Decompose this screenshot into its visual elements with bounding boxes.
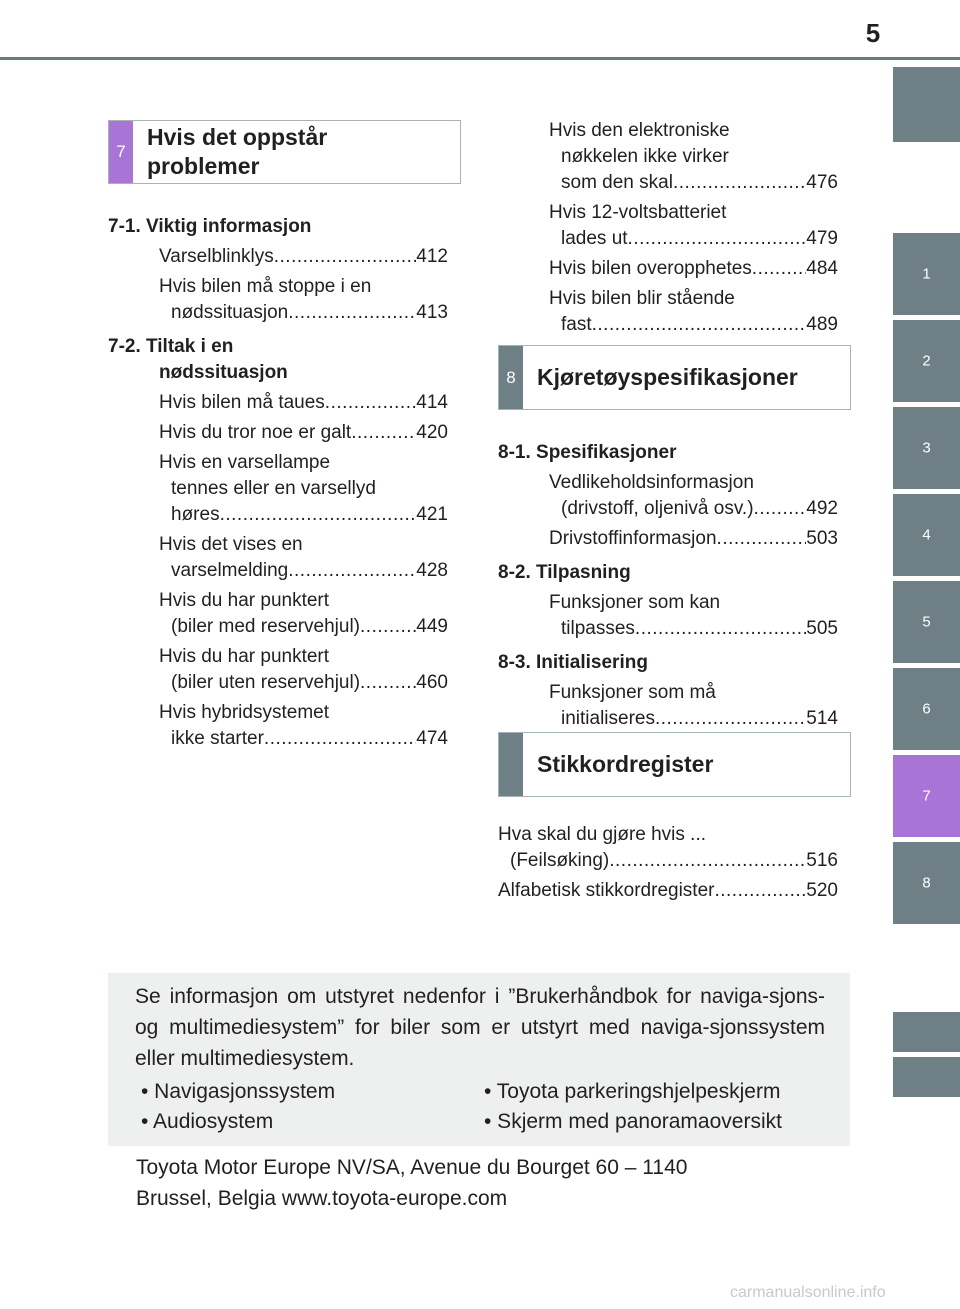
toc-chapter-heading — [108, 214, 448, 240]
toc-entry[interactable] — [498, 118, 838, 196]
toc-entry[interactable] — [498, 470, 838, 522]
note-list-left — [141, 1077, 335, 1137]
note-list-right — [484, 1077, 782, 1137]
toc-entry-text: Hvis den elektroniske — [549, 120, 730, 141]
toc-page-number[interactable]: 503 — [806, 528, 838, 549]
note-item-parking-camera: • Toyota parkeringshjelpeskjerm — [484, 1080, 781, 1103]
toc-entry-label: varselmelding — [171, 560, 289, 581]
toc-page-number[interactable]: 449 — [416, 616, 448, 637]
toc-entry-label: (Feilsøking) — [510, 850, 610, 871]
toc-chapter-heading — [108, 334, 448, 386]
side-tab-3[interactable] — [893, 407, 960, 489]
toc-section-7 — [108, 206, 448, 752]
note-item-panoramic-view: • Skjerm med panoramaoversikt — [484, 1110, 782, 1133]
toc-page-number[interactable]: 479 — [806, 228, 838, 249]
toc-leader-dots — [635, 616, 806, 642]
toc-leader-dots — [220, 502, 417, 528]
toc-entry-label: initialiseres — [561, 708, 655, 729]
toc-entry[interactable] — [498, 680, 838, 732]
side-tab-6[interactable] — [893, 668, 960, 750]
note-box — [108, 973, 850, 1146]
toc-leader-dots — [754, 496, 807, 522]
toc-entry-label: nødssituasjon — [171, 302, 289, 323]
toc-leader-dots — [609, 848, 806, 874]
toc-entry-label: fast — [561, 314, 592, 335]
toc-entry[interactable] — [108, 420, 448, 446]
toc-entry[interactable] — [498, 200, 838, 252]
section-8-header — [498, 345, 851, 410]
side-tab-blank-bottom-2[interactable] — [893, 1057, 960, 1097]
toc-entry[interactable] — [498, 590, 838, 642]
toc-entry-label: lades ut — [561, 228, 628, 249]
toc-entry-text: Hvis 12-voltsbatteriet — [549, 202, 727, 223]
toc-entry-label: Hvis du tror noe er galt — [159, 422, 352, 443]
toc-leader-dots — [288, 558, 416, 584]
note-item-audio: • Audiosystem — [141, 1110, 274, 1133]
toc-page-number[interactable]: 516 — [806, 850, 838, 871]
toc-entry-text: 8-3. Initialisering — [498, 652, 648, 673]
toc-page-number[interactable]: 421 — [416, 504, 448, 525]
toc-entry-label: (biler uten reservehjul) — [171, 672, 361, 693]
toc-entry[interactable] — [498, 878, 838, 904]
note-text: Se informasjon om utstyret nedenfor i ”Brukerhåndbok for naviga-sjons- og multimediesystem” for biler som er utstyrt med naviga-sjonssystem eller multimediesystem. — [135, 985, 825, 1070]
toc-entry[interactable] — [108, 532, 448, 584]
side-tab-1[interactable] — [893, 233, 960, 315]
toc-entry-text: Vedlikeholdsinformasjon — [549, 472, 754, 493]
toc-page-number[interactable]: 420 — [416, 422, 448, 443]
toc-page-number[interactable]: 505 — [806, 618, 838, 639]
toc-entry-text: Funksjoner som kan — [549, 592, 721, 613]
side-tab-label: 3 — [922, 439, 931, 457]
toc-entry-text: Hva skal du gjøre hvis ... — [498, 824, 707, 845]
side-tab-8[interactable] — [893, 842, 960, 924]
toc-entry-label: høres — [171, 504, 220, 525]
toc-entry[interactable] — [108, 274, 448, 326]
toc-entry-label: Drivstoffinformasjon — [549, 528, 717, 549]
side-tab-2[interactable] — [893, 320, 960, 402]
toc-entry-label: Hvis bilen må taues — [159, 392, 325, 413]
footer-line-1: Toyota Motor Europe NV/SA, Avenue du Bourget 60 – 1140 — [136, 1156, 688, 1179]
toc-leader-dots — [673, 170, 806, 196]
toc-chapter-heading — [498, 440, 838, 466]
side-tab-label: 5 — [922, 613, 931, 631]
toc-leader-dots — [264, 726, 416, 752]
toc-entry-text: nøkkelen ikke virker — [561, 146, 729, 167]
toc-entry[interactable] — [498, 256, 838, 282]
section-8-number: 8 — [499, 346, 523, 409]
side-tab-label: 1 — [922, 265, 931, 283]
toc-entry-text: Hvis bilen blir stående — [549, 288, 735, 309]
watermark: carmanualsonline.info — [730, 1284, 886, 1301]
toc-entry-text: Hvis hybridsystemet — [159, 702, 329, 723]
toc-page-number[interactable]: 514 — [806, 708, 838, 729]
index-header — [498, 732, 851, 797]
toc-entry[interactable] — [498, 286, 838, 338]
side-tab-blank-top[interactable] — [893, 67, 960, 142]
toc-entry[interactable] — [108, 588, 448, 640]
toc-entry-label: (biler med reservehjul) — [171, 616, 361, 637]
toc-leader-dots — [655, 706, 806, 732]
toc-page-number[interactable]: 414 — [416, 392, 448, 413]
toc-entry[interactable] — [108, 644, 448, 696]
index-marker — [499, 733, 523, 796]
toc-page-number[interactable]: 484 — [806, 258, 838, 279]
toc-leader-dots — [360, 614, 416, 640]
toc-entry-text: 7-1. Viktig informasjon — [108, 216, 312, 237]
toc-leader-dots — [717, 526, 807, 552]
toc-entry-text: tennes eller en varsellyd — [171, 478, 376, 499]
section-7-title — [147, 123, 327, 181]
toc-page-number[interactable]: 492 — [806, 498, 838, 519]
side-tab-label: 6 — [922, 700, 931, 718]
side-tab-4[interactable] — [893, 494, 960, 576]
toc-page-number[interactable]: 413 — [416, 302, 448, 323]
toc-entry[interactable] — [498, 822, 838, 874]
toc-chapter-heading — [498, 560, 838, 586]
section-7-header — [108, 120, 461, 184]
toc-leader-dots — [351, 420, 416, 446]
toc-page-number[interactable]: 489 — [806, 314, 838, 335]
toc-entry-label: tilpasses — [561, 618, 635, 639]
toc-entry-text: Hvis du har punktert — [159, 646, 330, 667]
toc-entry[interactable] — [108, 450, 448, 528]
toc-section-8 — [498, 432, 838, 732]
toc-leader-dots — [274, 244, 417, 270]
toc-page-number[interactable]: 412 — [416, 246, 448, 267]
toc-leader-dots — [714, 878, 806, 904]
toc-page-number[interactable]: 520 — [806, 880, 838, 901]
toc-leader-dots — [360, 670, 416, 696]
index-title: Stikkordregister — [537, 751, 714, 777]
toc-leader-dots — [752, 256, 807, 282]
side-tab-label: 2 — [922, 352, 931, 370]
toc-entry-text: Hvis du har punktert — [159, 590, 330, 611]
toc-entry-label: som den skal — [561, 172, 673, 193]
page-number: 5 — [865, 18, 881, 48]
footer-line-2: Brussel, Belgia www.toyota-europe.com — [136, 1187, 508, 1210]
toc-chapter-heading — [498, 650, 838, 676]
toc-entry-label: (drivstoff, oljenivå osv.) — [561, 498, 754, 519]
footer-address — [136, 1152, 836, 1214]
toc-entry-label: ikke starter — [171, 728, 264, 749]
toc-leader-dots — [628, 226, 807, 252]
side-tab-label: 4 — [922, 526, 931, 544]
toc-entry-label: Varselblinklys — [159, 246, 274, 267]
toc-entry-text: 8-1. Spesifikasjoner — [498, 442, 677, 463]
toc-leader-dots — [288, 300, 416, 326]
toc-entry-text: Funksjoner som må — [549, 682, 716, 703]
toc-leader-dots — [325, 390, 417, 416]
toc-entry[interactable] — [108, 390, 448, 416]
toc-page-number[interactable]: 476 — [806, 172, 838, 193]
side-tab-label: 7 — [922, 787, 931, 805]
toc-entry-label: Hvis bilen overopphetes — [549, 258, 752, 279]
toc-entry-label: Alfabetisk stikkordregister — [498, 880, 715, 901]
side-tab-blank-bottom-1[interactable] — [893, 1012, 960, 1052]
section-8-title: Kjøretøyspesifikasjoner — [537, 364, 798, 390]
toc-entry-text: nødssituasjon — [159, 362, 288, 383]
toc-entry-text: 8-2. Tilpasning — [498, 562, 631, 583]
toc-leader-dots — [592, 312, 807, 338]
section-7-title-line-2: problemer — [147, 153, 260, 179]
toc-page-number[interactable]: 460 — [416, 672, 448, 693]
toc-page-number[interactable]: 474 — [416, 728, 448, 749]
toc-entry[interactable] — [108, 244, 448, 270]
toc-page-number[interactable]: 428 — [416, 560, 448, 581]
toc-index — [498, 818, 838, 904]
toc-entry-text: 7-2. Tiltak i en — [108, 336, 234, 357]
toc-entry-text: Hvis det vises en — [159, 534, 303, 555]
top-rule — [0, 57, 960, 60]
toc-section-7-continued — [498, 114, 838, 338]
side-tab-7[interactable] — [893, 755, 960, 837]
side-tab-5[interactable] — [893, 581, 960, 663]
toc-entry[interactable] — [498, 526, 838, 552]
toc-entry-text: Hvis bilen må stoppe i en — [159, 276, 372, 297]
toc-entry[interactable] — [108, 700, 448, 752]
side-tab-label: 8 — [922, 874, 931, 892]
section-7-number: 7 — [109, 121, 133, 183]
toc-entry-text: Hvis en varsellampe — [159, 452, 331, 473]
section-7-title-line-1: Hvis det oppstår — [147, 124, 328, 150]
note-item-navigation: • Navigasjonssystem — [141, 1080, 336, 1103]
